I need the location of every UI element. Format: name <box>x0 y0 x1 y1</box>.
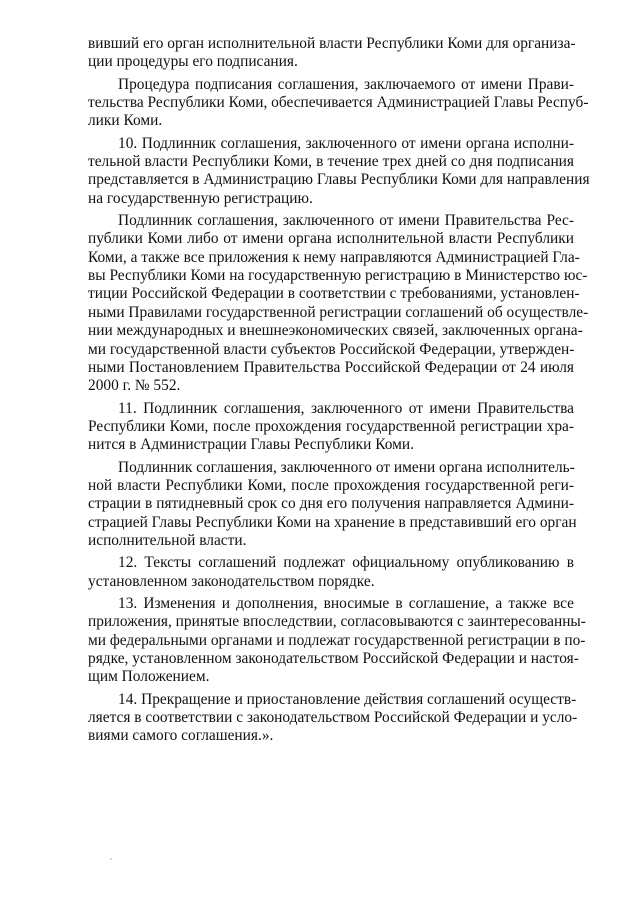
text-line: ной власти Республики Коми, после прохождения государственной реги- <box>88 476 574 494</box>
text-line: исполнительной власти. <box>88 531 247 549</box>
text-line: ными Постановлением Правительства Российской Федерации от 24 июля <box>88 358 574 376</box>
document-body <box>88 35 590 750</box>
paragraph <box>88 400 574 455</box>
paragraph <box>88 458 577 551</box>
text-line: вивший его орган исполнительной власти Республики Коми для организа- <box>88 35 576 52</box>
paragraph <box>88 690 578 746</box>
paragraph <box>88 35 574 72</box>
text-line: на государственную регистрацию. <box>88 189 313 207</box>
text-line: тельства Республики Коми, обеспечивается Администрацией Главы Респуб- <box>88 94 589 112</box>
text-line: 11. Подлинник соглашения, заключенного от имени Правительства <box>118 399 574 417</box>
text-line: приложения, принятые впоследствии, согласовываются с заинтересованны- <box>88 613 586 631</box>
text-line: нии международных и внешнеэкономических связей, заключенных органа- <box>88 322 583 340</box>
text-line: виями самого соглашения.». <box>88 727 274 745</box>
text-line: 13. Изменения и дополнения, вносимые в соглашение, а также все <box>118 594 574 612</box>
text-line: нится в Администрации Главы Республики Коми. <box>88 436 414 454</box>
text-line: ции процедуры его подписания. <box>88 53 298 71</box>
text-line: ми федеральными органами и подлежат государственной регистрации в по- <box>88 631 586 649</box>
text-line: щим Положением. <box>88 668 210 686</box>
paragraph <box>88 594 586 687</box>
paragraph <box>88 75 589 131</box>
text-line: тиции Российской Федерации в соответствии с требованиями, установлен- <box>88 285 580 303</box>
paragraph <box>88 134 590 208</box>
text-line: Республики Коми, после прохождения государственной регистрации хра- <box>88 417 574 435</box>
text-line: лики Коми. <box>88 112 163 130</box>
text-line: Подлинник соглашения, заключенного от имени Правительства Рес- <box>118 212 574 230</box>
scan-speck <box>110 858 112 860</box>
text-line: рядке, установленном законодательством Российской Федерации и настоя- <box>88 650 579 667</box>
text-line: публики Коми либо от имени органа исполнительной власти Республики <box>88 230 574 248</box>
text-line: 12. Тексты соглашений подлежат официальному опубликованию в <box>118 554 574 572</box>
text-line: страцией Главы Республики Коми на хранение в представивший его орган <box>88 513 577 531</box>
text-line: страции в пятидневный срок со дня его получения направляется Админи- <box>88 495 574 513</box>
text-line: тельной власти Республики Коми, в течение трех дней со дня подписания <box>88 153 574 171</box>
text-line: 2000 г. № 552. <box>88 377 181 395</box>
text-line: ляется в соответствии с законодательством Российской Федерации и усло- <box>88 709 578 727</box>
text-line: 10. Подлинник соглашения, заключенного от имени органа исполни- <box>118 134 574 152</box>
text-line: ми государственной власти субъектов Российской Федерации, утвержден- <box>88 340 575 358</box>
text-line: Подлинник соглашения, заключенного от имени органа исполнитель- <box>118 458 575 476</box>
text-line: ными Правилами государственной регистрации соглашений об осуществле- <box>88 303 589 321</box>
text-line: Коми, а также все приложения к нему направляются Администрацией Гла- <box>88 248 580 266</box>
text-line: установленном законодательством порядке. <box>88 572 375 590</box>
text-line: 14. Прекращение и приостановление действия соглашений осуществ- <box>118 690 577 708</box>
text-line: вы Республики Коми на государственную регистрацию в Министерство юс- <box>88 267 588 285</box>
paragraph <box>88 212 589 395</box>
text-line: Процедура подписания соглашения, заключаемого от имени Прави- <box>118 75 574 93</box>
text-line: представляется в Администрацию Главы Республики Коми для направления <box>88 171 590 189</box>
paragraph <box>88 554 574 591</box>
